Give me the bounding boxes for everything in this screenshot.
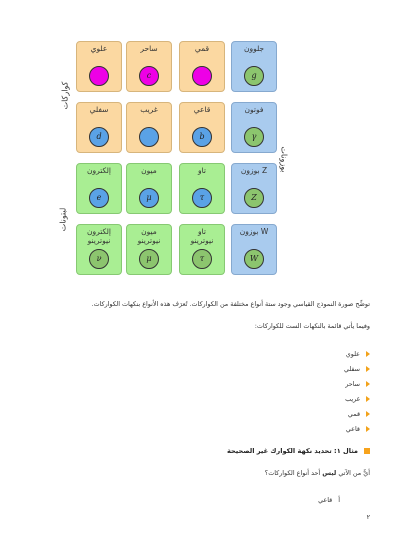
- particle-name: غريب: [140, 105, 158, 114]
- particle-symbol: Z: [244, 188, 264, 208]
- list-item: قمي: [344, 406, 370, 421]
- list-item: علوي: [344, 346, 370, 361]
- particle-name: سفلي: [89, 105, 109, 114]
- particle-name: إلكترون نيوترينو: [86, 227, 112, 245]
- particle-tile: [76, 163, 122, 214]
- list-item: ساحر: [344, 376, 370, 391]
- list-item: غريب: [344, 391, 370, 406]
- particle-symbol: [139, 127, 159, 147]
- particle-tile: [76, 41, 122, 92]
- particle-tile: [76, 102, 122, 153]
- list-item: قاعي: [344, 421, 370, 436]
- particle-symbol: τ: [192, 249, 212, 269]
- option-letter: أ: [338, 496, 340, 504]
- particle-name: بوزون Z: [240, 166, 268, 175]
- particle-tile: [231, 102, 277, 153]
- particle-symbol: c: [139, 66, 159, 86]
- particle-tile: [179, 41, 225, 92]
- particle-name: ميون: [141, 166, 157, 175]
- page-number: ٢: [366, 513, 370, 521]
- particle-tile: [126, 163, 172, 214]
- particle-symbol: γ: [244, 127, 264, 147]
- bullet-icon: [366, 366, 370, 372]
- list-intro: وفيما يأتي قائمة بالنكهات الست للكواركات:: [254, 322, 370, 330]
- particle-tile: [76, 224, 122, 275]
- particle-tile: [231, 224, 277, 275]
- leptons-label: لبتونات: [58, 207, 68, 232]
- bullet-icon: [366, 426, 370, 432]
- particle-name: تاو نيوترينو: [190, 227, 214, 245]
- option-text: قاعي: [318, 496, 333, 504]
- bullet-icon: [366, 351, 370, 357]
- particle-symbol: ν: [89, 249, 109, 269]
- particle-name: قاعي: [193, 105, 211, 114]
- particle-symbol: g: [244, 66, 264, 86]
- example-heading: [227, 447, 370, 455]
- particle-tile: [126, 224, 172, 275]
- example-title: مثال ١: تحديد نكهة الكوارك غير الصحيحة: [227, 447, 358, 455]
- bullet-icon: [366, 411, 370, 417]
- particle-symbol: b: [192, 127, 212, 147]
- particle-symbol: W: [244, 249, 264, 269]
- bosons-label: بوزونات: [279, 146, 289, 173]
- answer-option-a[interactable]: [318, 496, 340, 504]
- question: أيٌّ من الآتي ليس أحد أنواع الكواركات؟: [264, 469, 370, 477]
- particle-tile: [179, 102, 225, 153]
- particle-symbol: e: [89, 188, 109, 208]
- flavor-list: [344, 346, 370, 436]
- particle-tile: [179, 163, 225, 214]
- particle-symbol: [89, 66, 109, 86]
- particle-tile: [126, 41, 172, 92]
- square-icon: [364, 448, 370, 454]
- particle-symbol: μ: [139, 188, 159, 208]
- bullet-icon: [366, 396, 370, 402]
- particle-name: علوي: [90, 44, 108, 53]
- particle-tile: [231, 163, 277, 214]
- particle-name: تاو: [198, 166, 206, 175]
- particle-symbol: [192, 66, 212, 86]
- question-emphasis: ليس: [322, 469, 337, 477]
- particle-name: إلكترون: [86, 166, 112, 175]
- particle-name: جلوون: [243, 44, 265, 53]
- particle-symbol: τ: [192, 188, 212, 208]
- quarks-label: كواركات: [60, 81, 70, 110]
- particle-tile: [179, 224, 225, 275]
- list-item: سفلي: [344, 361, 370, 376]
- intro-paragraph: توضِّح صورة النموذج القياسي وجود ستة أنواع مختلفة من الكواركات. تُعرَف هذه الأنواع بنكهات الكواركات.: [91, 300, 370, 308]
- bullet-icon: [366, 381, 370, 387]
- particle-tile: [126, 102, 172, 153]
- particle-tile: [231, 41, 277, 92]
- particle-symbol: μ: [139, 249, 159, 269]
- particle-name: ميون نيوترينو: [137, 227, 161, 245]
- particle-name: قمي: [194, 44, 210, 53]
- particle-name: بوزون W: [239, 227, 269, 236]
- particle-name: فوتون: [244, 105, 264, 114]
- particle-name: ساحر: [140, 44, 158, 53]
- particle-symbol: d: [89, 127, 109, 147]
